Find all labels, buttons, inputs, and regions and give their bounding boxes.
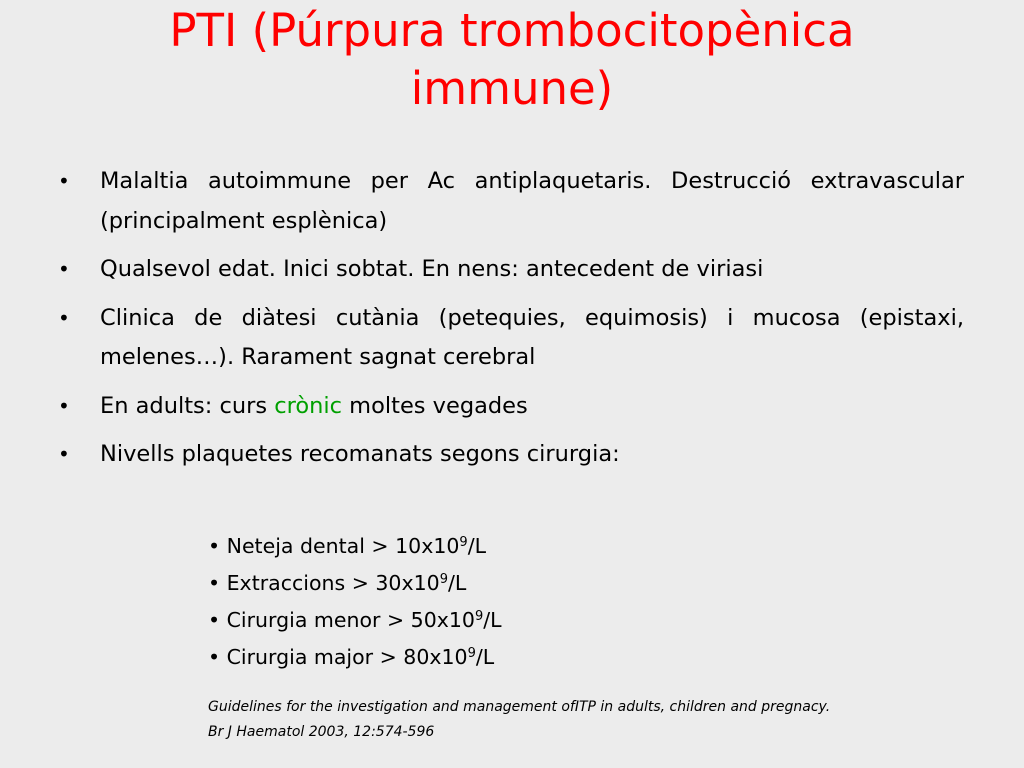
- unit: /L: [475, 645, 495, 669]
- bullet-item: [58, 162, 964, 241]
- bullet-item: [58, 250, 964, 290]
- bullet-text-suffix: moltes vegades: [342, 392, 528, 419]
- platelet-levels-list: [208, 528, 502, 676]
- reference-line-1: Guidelines for the investigation and management ofITP in adults, children and pregnacy.: [208, 699, 831, 715]
- bullet-dot: •: [58, 257, 70, 281]
- reference-citation: [208, 695, 830, 745]
- slide-title: [0, 2, 1024, 118]
- slide-title-line-2: immune): [410, 62, 614, 115]
- sub-bullet-text: • Extraccions > 30x10: [208, 571, 440, 595]
- bullet-item: [58, 387, 964, 427]
- sub-bullet-item: [208, 528, 502, 565]
- unit: /L: [467, 534, 487, 558]
- bullet-dot: •: [58, 169, 70, 193]
- bullet-item: [58, 435, 964, 475]
- sub-bullet-item: [208, 639, 502, 676]
- bullet-text: Malaltia autoimmune per Ac antiplaquetaris. Destrucció extravascular (principalment esplènica): [100, 168, 964, 234]
- reference-line-2: Br J Haematol 2003, 12:574-596: [208, 724, 435, 740]
- slide-title-line-1: PTI (Púrpura trombocitopènica: [169, 4, 855, 57]
- exponent: 9: [439, 572, 448, 587]
- bullet-list: [58, 162, 964, 484]
- sub-bullet-text: • Neteja dental > 10x10: [208, 534, 460, 558]
- sub-bullet-text: • Cirurgia menor > 50x10: [208, 608, 475, 632]
- unit: /L: [447, 571, 467, 595]
- bullet-text: Clinica de diàtesi cutània (petequies, equimosis) i mucosa (epistaxi, melenes…). Rarament sagnat cerebral: [100, 304, 964, 370]
- highlight-word: crònic: [274, 392, 343, 419]
- exponent: 9: [467, 646, 476, 661]
- exponent: 9: [459, 535, 468, 550]
- bullet-item: [58, 299, 964, 378]
- unit: /L: [483, 608, 502, 632]
- bullet-text: Qualsevol edat. Inici sobtat. En nens: antecedent de viriasi: [100, 256, 764, 282]
- sub-bullet-text: • Cirurgia major > 80x10: [208, 645, 468, 669]
- exponent: 9: [474, 609, 484, 624]
- bullet-dot: •: [58, 393, 70, 418]
- bullet-text: Nivells plaquetes recomanats segons cirurgia:: [100, 441, 620, 467]
- bullet-text-prefix: En adults: curs: [100, 392, 275, 419]
- bullet-dot: •: [58, 442, 70, 466]
- sub-bullet-item: [208, 565, 502, 602]
- sub-bullet-item: [208, 602, 502, 639]
- bullet-dot: •: [58, 305, 70, 330]
